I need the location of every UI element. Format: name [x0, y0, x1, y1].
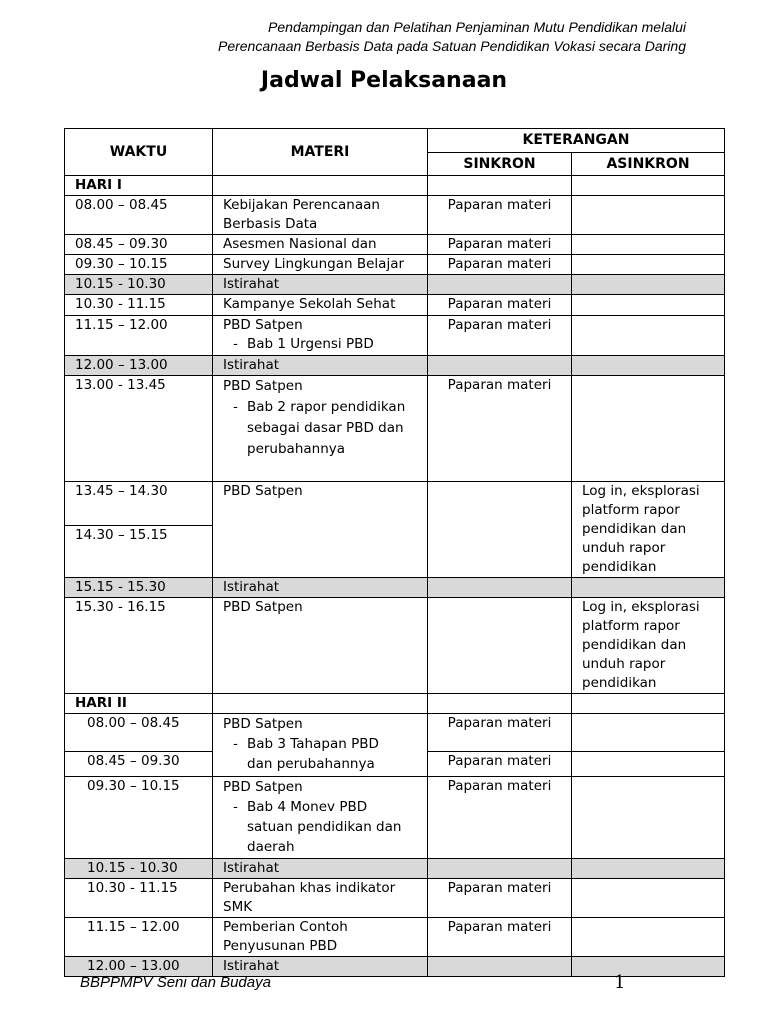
header-line-1: Pendampingan dan Pelatihan Penjaminan Mutu Pendidikan melalui — [268, 19, 686, 35]
materi-cell: Istirahat — [213, 957, 428, 977]
materi-cell: Pemberian Contoh Penyusunan PBD — [213, 918, 428, 957]
materi-cell: Istirahat — [213, 578, 428, 598]
materi-subitem-cont: dan perubahannya — [247, 756, 375, 772]
materi-cell — [213, 777, 428, 859]
sinkron-cell: Paparan materi — [428, 714, 572, 752]
time-cell: 10.30 - 11.15 — [65, 295, 213, 316]
sinkron-cell: Paparan materi — [428, 777, 572, 859]
time-cell: 10.15 - 10.30 — [65, 275, 213, 295]
materi-cell: Perubahan khas indikator SMK — [213, 879, 428, 918]
materi-cell — [213, 316, 428, 356]
break-row — [65, 275, 725, 295]
day-row — [65, 176, 725, 196]
sinkron-cell: Paparan materi — [428, 295, 572, 316]
sinkron-cell: Paparan materi — [428, 376, 572, 482]
time-cell: 13.45 – 14.30 — [65, 482, 213, 526]
materi-subitem: - Bab 3 Tahapan PBD — [233, 736, 379, 752]
table-row — [65, 255, 725, 275]
day-label: HARI I — [65, 176, 213, 196]
materi-title: PBD Satpen — [223, 779, 303, 795]
time-cell: 14.30 – 15.15 — [65, 526, 213, 578]
header-line-2: Perencanaan Berbasis Data pada Satuan Pendidikan Vokasi secara Daring — [217, 38, 686, 54]
materi-cell: Kebijakan Perencanaan Berbasis Data — [213, 196, 428, 235]
time-cell: 15.30 - 16.15 — [65, 598, 213, 694]
asinkron-cell: Log in, eksplorasi platform rapor pendidikan dan unduh rapor pendidikan — [572, 482, 725, 578]
asinkron-cell: Log in, eksplorasi platform rapor pendidikan dan unduh rapor pendidikan — [572, 598, 725, 694]
materi-cell: Istirahat — [213, 275, 428, 295]
table-row — [65, 376, 725, 482]
table-row — [65, 482, 725, 526]
time-cell: 13.00 - 13.45 — [65, 376, 213, 482]
time-cell: 09.30 – 10.15 — [65, 255, 213, 275]
sinkron-cell: Paparan materi — [428, 918, 572, 957]
materi-cell: Istirahat — [213, 356, 428, 376]
break-row — [65, 578, 725, 598]
document-header — [218, 18, 686, 56]
time-cell: 10.30 - 11.15 — [65, 879, 213, 918]
col-waktu-header: WAKTU — [65, 129, 213, 176]
table-row — [65, 598, 725, 694]
materi-cell: Kampanye Sekolah Sehat — [213, 295, 428, 316]
table-row — [65, 316, 725, 356]
col-asinkron-header: ASINKRON — [572, 153, 725, 176]
table-row — [65, 714, 725, 752]
materi-cell: PBD Satpen — [213, 598, 428, 694]
day-row — [65, 694, 725, 714]
materi-cell — [213, 376, 428, 482]
sinkron-cell: Paparan materi — [428, 235, 572, 255]
time-cell: 08.45 – 09.30 — [65, 235, 213, 255]
time-cell: 12.00 – 13.00 — [65, 957, 213, 977]
sinkron-cell: Paparan materi — [428, 752, 572, 777]
table-row — [65, 777, 725, 859]
sinkron-cell: Paparan materi — [428, 196, 572, 235]
sinkron-cell: Paparan materi — [428, 879, 572, 918]
materi-title: PBD Satpen — [223, 716, 303, 732]
materi-title: PBD Satpen — [223, 317, 303, 333]
col-materi-header: MATERI — [213, 129, 428, 176]
materi-subitem: - Bab 4 Monev PBD satuan pendidikan dan daerah — [233, 799, 402, 855]
materi-cell: Istirahat — [213, 859, 428, 879]
materi-cell: PBD Satpen — [213, 482, 428, 578]
time-cell: 15.15 - 15.30 — [65, 578, 213, 598]
schedule-table — [64, 128, 725, 977]
time-cell: 08.00 – 08.45 — [65, 196, 213, 235]
time-cell: 08.00 – 08.45 — [65, 714, 213, 752]
footer-organization: BBPPMPV Seni dan Budaya — [80, 974, 271, 991]
table-row — [65, 295, 725, 316]
time-cell: 10.15 - 10.30 — [65, 859, 213, 879]
table-row — [65, 879, 725, 918]
break-row — [65, 859, 725, 879]
page-title: Jadwal Pelaksanaan — [260, 68, 508, 93]
time-cell: 08.45 – 09.30 — [65, 752, 213, 777]
time-cell: 11.15 – 12.00 — [65, 316, 213, 356]
materi-title: PBD Satpen — [223, 378, 303, 394]
sinkron-cell: Paparan materi — [428, 316, 572, 356]
materi-cell: Survey Lingkungan Belajar — [213, 255, 428, 275]
time-cell: 12.00 – 13.00 — [65, 356, 213, 376]
col-sinkron-header: SINKRON — [428, 153, 572, 176]
day-label: HARI II — [65, 694, 213, 714]
time-cell: 09.30 – 10.15 — [65, 777, 213, 859]
table-row — [65, 918, 725, 957]
sinkron-cell: Paparan materi — [428, 255, 572, 275]
materi-cell: Asesmen Nasional dan — [213, 235, 428, 255]
materi-subitem: - Bab 1 Urgensi PBD — [233, 336, 374, 352]
col-keterangan-header: KETERANGAN — [428, 129, 725, 153]
materi-subitem: - Bab 2 rapor pendidikan sebagai dasar PBD dan perubahannya — [233, 399, 406, 457]
page-number: 1 — [614, 972, 626, 993]
break-row — [65, 356, 725, 376]
table-row — [65, 196, 725, 235]
time-cell: 11.15 – 12.00 — [65, 918, 213, 957]
materi-cell — [213, 714, 428, 777]
table-row — [65, 235, 725, 255]
